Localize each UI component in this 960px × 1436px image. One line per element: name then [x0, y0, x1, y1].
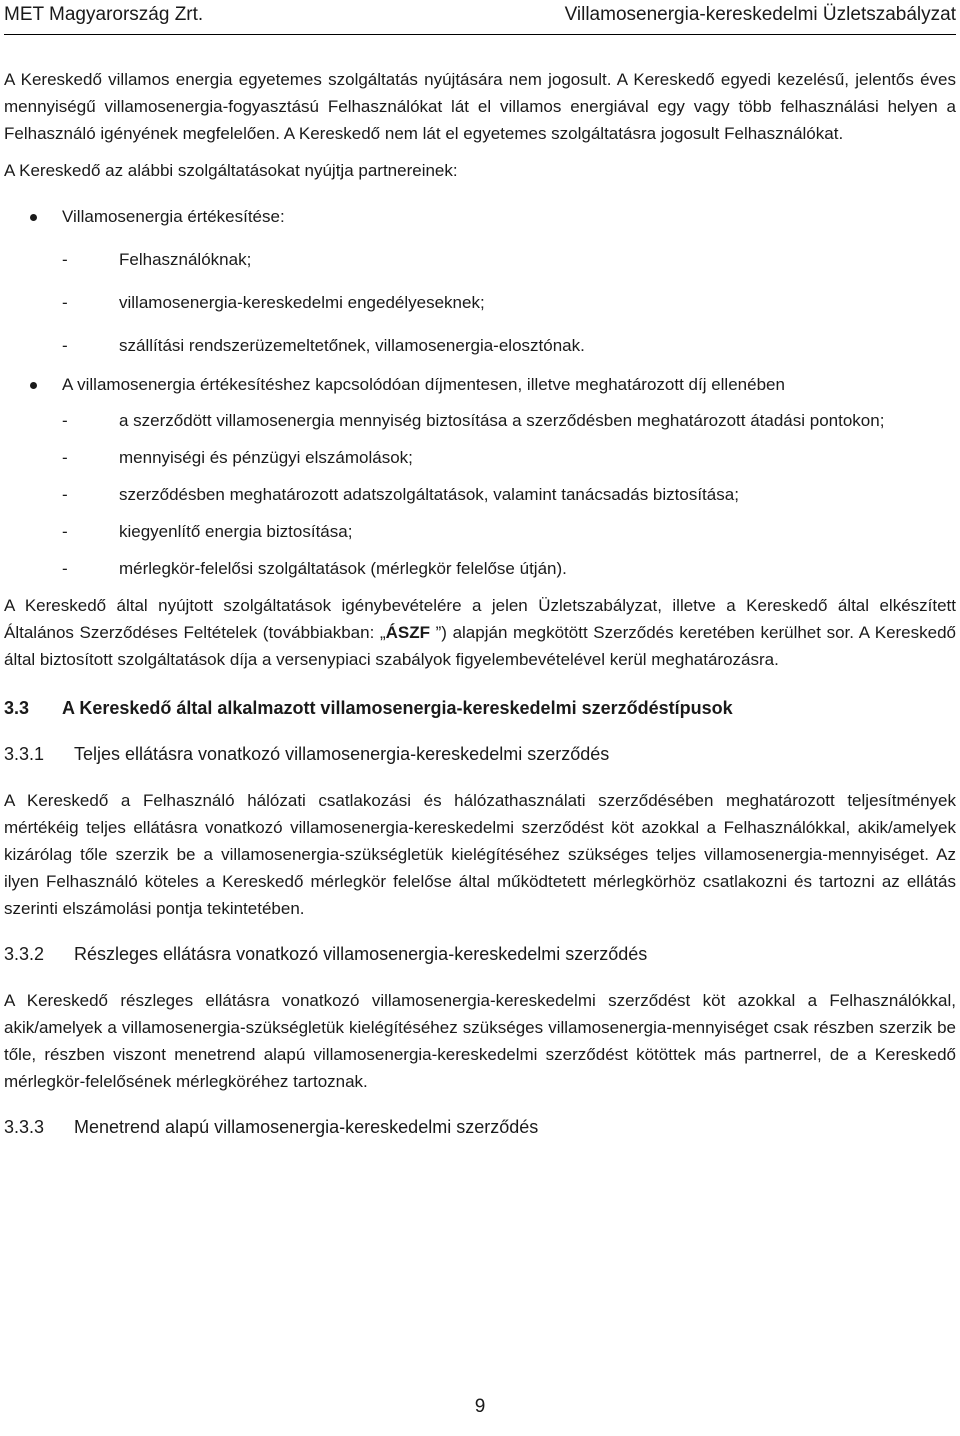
dash-mark: -: [62, 293, 68, 312]
document-body: [4, 66, 956, 1141]
paragraph-aszf-text: A Kereskedő által nyújtott szolgáltatások igénybevételére a jelen Üzletszabályzat, illetve a Kereskedő által elkészített Általános Szerződéses Feltételek (továbbiakban: „: [4, 596, 956, 642]
dash-text: Felhasználóknak;: [119, 250, 252, 269]
subsection-number: 3.3.1: [4, 744, 45, 764]
paragraph-aszf-text-end: ”) alapján megkötött Szerződés keretében kerülhet sor. A Kereskedő által biztosított szolgáltatások díja a versenypiaci szabályok figyelembevételével kerül meghatározásra.: [4, 623, 956, 669]
paragraph-aszf: [4, 592, 956, 673]
bullet-dot-icon: [30, 214, 37, 221]
dash-mark: -: [62, 522, 68, 541]
subsection-heading: [4, 941, 956, 968]
bullet-dot-icon: [30, 382, 37, 389]
page-number: 9: [474, 1396, 486, 1417]
dash-item: [4, 289, 956, 316]
paragraph-intro: A Kereskedő villamos energia egyetemes szolgáltatás nyújtására nem jogosult. A Kereskedő egyedi kezelésű, jelentős éves mennyiségű villamosenergia-fogyasztású Felhasználókat lát el villamos energiával egy vagy több felhasználási helyen a Felhasználó igényének megfelelően. A Kereskedő nem lát el egyetemes szolgáltatásra jogosult Felhasználókat.: [4, 70, 956, 143]
dash-text: szerződésben meghatározott adatszolgáltatások, valamint tanácsadás biztosítása;: [119, 485, 739, 504]
section-number: 3.3: [4, 698, 30, 718]
bullet-text: Villamosenergia értékesítése:: [62, 207, 285, 226]
section-heading: [4, 695, 956, 722]
section-title: A Kereskedő által alkalmazott villamosenergia-kereskedelmi szerződéstípusok: [62, 698, 733, 718]
dash-mark: -: [62, 411, 68, 430]
header-document-title: Villamosenergia-kereskedelmi Üzletszabályzat: [564, 4, 956, 25]
dash-item: [4, 407, 956, 434]
dash-item: [4, 444, 956, 471]
bullet-item: [4, 203, 956, 230]
paragraph-services-intro: A Kereskedő az alábbi szolgáltatásokat nyújtja partnereinek:: [4, 161, 458, 180]
subsection-heading: [4, 1114, 956, 1141]
dash-text: mérlegkör-felelősi szolgáltatások (mérlegkör felelőse útján).: [119, 559, 567, 578]
subsection-number: 3.3.3: [4, 1117, 45, 1137]
header-company: MET Magyarország Zrt.: [4, 4, 204, 25]
dash-mark: -: [62, 559, 68, 578]
dash-mark: -: [62, 250, 68, 269]
dash-item: [4, 518, 956, 545]
dash-mark: -: [62, 485, 68, 504]
bullet-text: A villamosenergia értékesítéshez kapcsolódóan díjmentesen, illetve meghatározott díj ellenében: [62, 375, 785, 394]
dash-text: villamosenergia-kereskedelmi engedélyeseknek;: [119, 293, 485, 312]
dash-item: [4, 481, 956, 508]
subsection-title: Menetrend alapú villamosenergia-kereskedelmi szerződés: [74, 1117, 539, 1137]
aszf-abbreviation: ÁSZF: [385, 623, 430, 642]
dash-mark: -: [62, 336, 68, 355]
paragraph-partial-supply: A Kereskedő részleges ellátásra vonatkozó villamosenergia-kereskedelmi szerződést köt azokkal a Felhasználókkal, akik/amelyek a villamosenergia-szükségletük kielégítéséhez szükséges villamosenergia-mennyiséget csak részben szerzik be tőle, részben viszont menetrend alapú villamosenergia-kereskedelmi szerződést kötöttek más partnerrel, de a Kereskedő mérlegkör-felelősének mérlegköréhez tartoznak.: [4, 991, 956, 1091]
dash-text: a szerződött villamosenergia mennyiség biztosítása a szerződésben meghatározott átadási pontokon;: [119, 411, 885, 430]
subsection-heading: [4, 741, 956, 768]
page-header: [4, 4, 956, 35]
dash-text: szállítási rendszerüzemeltetőnek, villamosenergia-elosztónak.: [119, 336, 585, 355]
subsection-title: Részleges ellátásra vonatkozó villamosenergia-kereskedelmi szerződés: [74, 944, 648, 964]
bullet-item: [4, 371, 956, 398]
dash-text: mennyiségi és pénzügyi elszámolások;: [119, 448, 413, 467]
subsection-number: 3.3.2: [4, 944, 45, 964]
dash-item: [4, 555, 956, 582]
subsection-title: Teljes ellátásra vonatkozó villamosenergia-kereskedelmi szerződés: [74, 744, 610, 764]
dash-item: [4, 332, 956, 359]
dash-mark: -: [62, 448, 68, 467]
paragraph-full-supply: A Kereskedő a Felhasználó hálózati csatlakozási és hálózathasználati szerződésében meghatározott teljesítmények mértékéig teljes ellátásra vonatkozó villamosenergia-kereskedelmi szerződést köt azokkal a Felhasználókkal, akik/amelyek kizárólag tőle szerzik be a villamosenergia-szükségletük kielégítéséhez szükséges teljes villamosenergia-mennyiséget. Az ilyen Felhasználó köteles a Kereskedő mérlegkör felelőse által működtetett mérlegkörhöz csatlakozni és tartozni az ellátás szerinti elszámolási pontja tekintetében.: [4, 791, 956, 918]
dash-text: kiegyenlítő energia biztosítása;: [119, 522, 353, 541]
dash-item: [4, 246, 956, 273]
